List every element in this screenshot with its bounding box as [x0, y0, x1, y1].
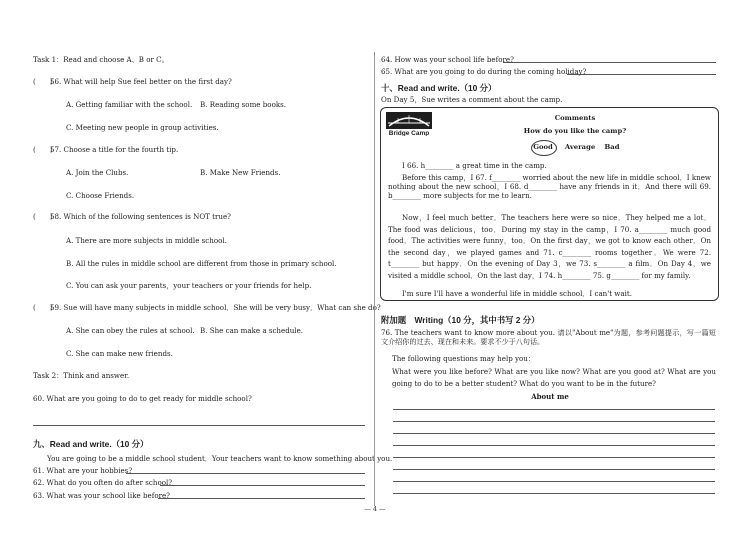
q59-stem: 59. Sue will have many subjects in middle school．She will be very busy．What can she do?	[50, 303, 381, 312]
q61-answer-line[interactable]	[126, 473, 365, 474]
q58-option-b: B. All the rules in middle school are different from those in primary school.	[66, 259, 337, 268]
q64-answer-line[interactable]	[503, 62, 716, 63]
bridge-camp-logo	[386, 112, 432, 136]
q62-question: 62. What do you often do after school?	[33, 478, 173, 487]
comment-paragraph-3: I'm sure I'll have a wonderful life in middle school．I can't wait.	[402, 289, 632, 298]
task1-title: Task 1：Read and choose A、B or C。	[33, 55, 169, 64]
writing-line[interactable]	[393, 493, 715, 494]
writing-line[interactable]	[393, 409, 715, 410]
writing-line[interactable]	[393, 469, 715, 470]
q58-answer-paren[interactable]: ( )	[33, 212, 53, 221]
q56-answer-paren[interactable]: ( )	[33, 77, 53, 86]
page-number: — 4 —	[364, 505, 386, 513]
q57-stem: 57. Choose a title for the fourth tip.	[50, 145, 179, 154]
q56-option-a: A. Getting familiar with the school.	[66, 100, 193, 109]
comment-paragraph-1: Before this camp，I 67. f________ worried about the new life in middle school．I knew nothing about the new school，I 68. d________ have any friends in it．And there will 69. b________ more subjects for me to learn.	[388, 173, 711, 200]
writing-line[interactable]	[393, 421, 715, 422]
q57-option-a: A. Join the Clubs.	[66, 168, 129, 177]
writing-line[interactable]	[393, 445, 715, 446]
q59-option-b: B. She can make a schedule.	[200, 326, 304, 335]
rating-average[interactable]: Average	[564, 143, 596, 151]
comments-title: Comments	[554, 114, 596, 122]
q58-stem: 58. Which of the following sentences is NOT true?	[50, 212, 231, 221]
rating-good[interactable]: Good	[533, 143, 553, 151]
q60-question: 60. What are you going to do to get ready for middle school?	[33, 394, 252, 403]
comment-paragraph-2: Now，I feel much better．The teachers here were so nice．They helped me a lot．The food was delicious，too．During my stay in the camp，I 70. a________ much good food．The activities were funny，too．On the first day，we got to know each other．On the second day，we played games and 71. c________ rooms together．We were 72. t________ but happy．On the evening of Day 3，we 73. s________ a film．On Day 4，we visited a middle school．On the last day，I 74. h________ 75. g________ for my family.	[388, 213, 711, 280]
writing-line[interactable]	[393, 457, 715, 458]
help-intro: The following questions may help you：	[392, 354, 535, 363]
q65-answer-line[interactable]	[567, 74, 716, 75]
section-10-title: 十、Read and write.（10 分）	[381, 83, 497, 93]
writing-line[interactable]	[393, 433, 715, 434]
q58-option-c: C. You can ask your parents，your teachers or your friends for help.	[66, 281, 312, 290]
q63-answer-line[interactable]	[158, 498, 365, 499]
q57-option-c: C. Choose Friends.	[66, 191, 135, 200]
extra-question-title: 附加题 Writing（10 分，其中书写 2 分）	[381, 315, 540, 325]
q59-answer-paren[interactable]: ( )	[33, 303, 53, 312]
section-9-title: 九、Read and write.（10 分）	[33, 439, 149, 449]
q60-answer-line[interactable]	[33, 425, 365, 426]
writing-line[interactable]	[393, 481, 715, 482]
section-10-intro: On Day 5，Sue writes a comment about the camp.	[381, 95, 563, 104]
rating-bad[interactable]: Bad	[604, 143, 620, 151]
q61-question: 61. What are your hobbies?	[33, 466, 133, 475]
q57-option-b: B. Make New Friends.	[200, 168, 281, 177]
q65-question: 65. What are you going to do during the coming holiday?	[381, 67, 587, 76]
q56-option-b: B. Reading some books.	[200, 100, 287, 109]
q57-answer-paren[interactable]: ( )	[33, 145, 53, 154]
camp-question: How do you like the camp?	[523, 127, 627, 135]
q64-question: 64. How was your school life before?	[381, 55, 514, 64]
task2-title: Task 2：Think and answer.	[33, 371, 130, 380]
help-questions: What were you like before? What are you like now? What are you good at? What are you going to do to be a better student? What do you want to be in the future?	[392, 367, 716, 388]
q56-stem: 56. What will help Sue feel better on the first day?	[50, 77, 232, 86]
q62-answer-line[interactable]	[160, 485, 365, 486]
q76-prompt: 76. The teachers want to know more about you. 请以"About me"为题，参考问题提示，写一篇短文介绍你的过去、现在和未来。要求不少于八句话。	[381, 328, 716, 346]
q63-question: 63. What was your school like before?	[33, 491, 170, 500]
about-me-title: About me	[531, 392, 569, 401]
section-9-intro: You are going to be a middle school student．Your teachers want to know something about you.	[47, 454, 393, 463]
column-divider	[374, 52, 375, 506]
comment-line-66: I 66. h________ a great time in the camp.	[402, 161, 547, 170]
q59-option-a: A. She can obey the rules at school.	[66, 326, 195, 335]
q58-option-a: A. There are more subjects in middle school.	[66, 236, 227, 245]
logo-text: Bridge Camp	[388, 130, 430, 136]
q59-option-c: C. She can make new friends.	[66, 349, 173, 358]
q56-option-c: C. Meeting new people in group activities.	[66, 123, 219, 132]
